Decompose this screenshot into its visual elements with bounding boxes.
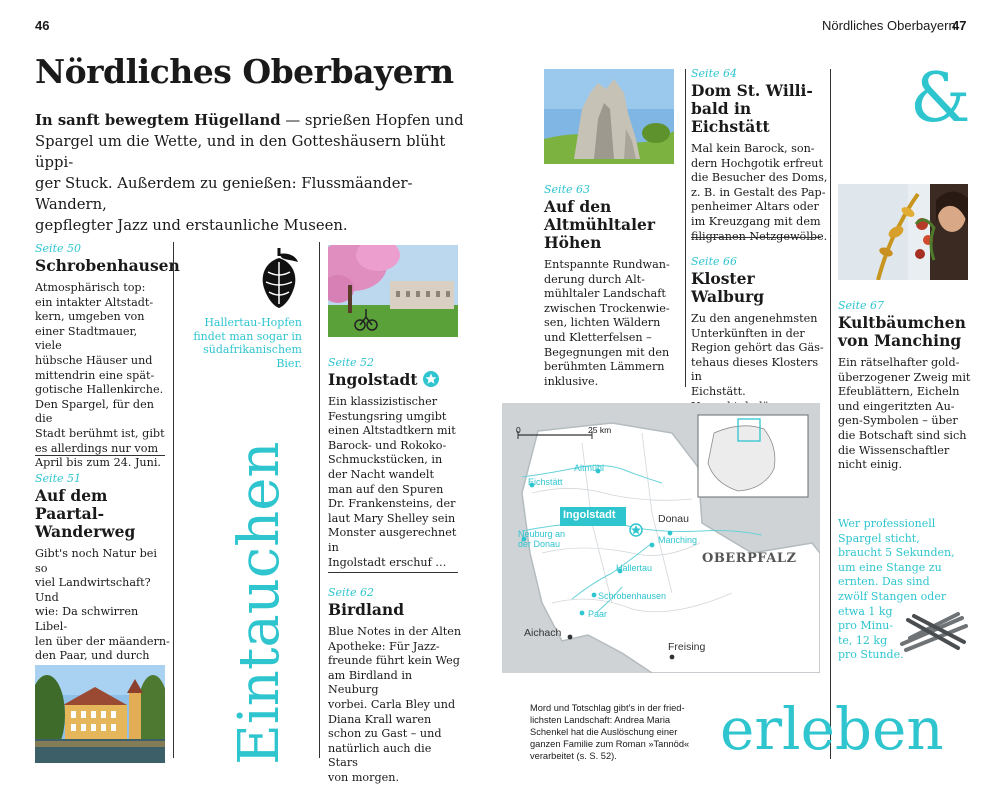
text-line: Schmuckstücken, in — [328, 453, 443, 467]
star-icon — [423, 371, 439, 387]
text-line: berühmten Lämmern — [544, 360, 665, 374]
vertical-word-eintauchen: Eintauchen — [227, 441, 292, 765]
text-line: vorbei. Carla Bley und — [328, 697, 456, 711]
section-body — [691, 142, 831, 244]
text-line: und eingeritzten Au- — [838, 399, 955, 413]
title-line: Höhen — [544, 233, 602, 252]
divider — [691, 237, 821, 238]
hops-note — [176, 316, 302, 370]
page-number-left: 46 — [35, 18, 50, 33]
column-divider — [319, 242, 320, 758]
section-schrobenhausen — [35, 242, 180, 471]
text-line: mühltaler Landschaft — [544, 287, 666, 301]
map-label-schrobenhausen: Schrobenhausen — [598, 591, 667, 601]
ingolstadt-photo — [328, 245, 458, 337]
map-label-aichach: Aichach — [524, 627, 562, 639]
title-line: Altmühltaler — [544, 215, 656, 234]
text-line: schon zu Gast – und — [328, 727, 442, 741]
text-line: Region gehört das Gäs- — [691, 341, 824, 355]
note-line: südafrikanischem Bier. — [203, 343, 302, 370]
divider — [328, 572, 458, 573]
section-title — [838, 314, 978, 350]
section-body — [544, 258, 679, 389]
caption-line: lichsten Landschaft: Andrea Maria — [530, 715, 671, 725]
text-line: den Paar, und durch — [35, 649, 150, 663]
note-line: etwa 1 kg — [838, 604, 893, 618]
text-line: derung durch Alt- — [544, 272, 645, 286]
text-line: Blue Notes in der Alten — [328, 625, 462, 638]
title-line: Kultbäumchen — [838, 313, 966, 332]
text-line: einen Altstadtkern mit — [328, 424, 456, 438]
text-line: tehaus dieses Klosters in — [691, 355, 819, 384]
text-line: am Birdland in Neuburg — [328, 668, 413, 697]
map-label-oberpfalz: OBERPFALZ — [702, 551, 797, 566]
running-head: Nördliches Oberbayern — [822, 18, 956, 33]
text-line: von morgen. — [328, 770, 400, 784]
text-line: filigranen Netzgewölbe. — [691, 229, 828, 243]
section-title: Schrobenhausen — [35, 256, 180, 275]
page-ref: Seite 63 — [544, 183, 590, 196]
page-title: Nördliches Oberbayern — [35, 52, 454, 91]
intro-text — [35, 110, 475, 236]
column-divider — [685, 69, 686, 387]
rock-photo — [544, 69, 674, 164]
note-line: um eine Stange zu — [838, 560, 942, 574]
map-label-neuburg — [518, 529, 565, 549]
map-label-eichstaett: Eichstätt — [528, 477, 563, 487]
text-line: natürlich auch die Stars — [328, 741, 432, 770]
map-label-altmuehl: Altmühl — [574, 463, 605, 473]
ampersand-glyph: & — [910, 59, 971, 138]
intro-line-3: ger Stuck. Außerdem zu genießen: Flussmäander-Wandern, — [35, 175, 413, 213]
text-line: es allerdings nur vom — [35, 441, 159, 455]
section-ingolstadt — [328, 356, 463, 570]
text-line: überzogener Zweig mit — [838, 370, 971, 384]
text-line: Dr. Frankensteins, der — [328, 497, 456, 511]
text-line: man auf den Spuren — [328, 482, 444, 496]
section-title: Kloster Walburg — [691, 269, 765, 306]
page-ref: Seite 51 — [35, 472, 81, 485]
text-line: Festungsring umgibt — [328, 409, 447, 423]
section-title — [328, 371, 463, 389]
note-line: Wer professionell — [838, 517, 936, 530]
title-line: Auf den — [544, 197, 612, 216]
text-line: Eichstätt. — [691, 384, 746, 398]
page-ref: Seite 67 — [838, 299, 884, 312]
text-line: Apotheke: Für Jazz- — [328, 639, 440, 653]
text-line: Ein klassizistischer — [328, 395, 438, 408]
map-label-freising: Freising — [668, 641, 706, 653]
text-line: die Botschaft sind sich — [838, 428, 967, 442]
section-manching — [838, 299, 978, 473]
text-line: viel Landwirtschaft? Und — [35, 576, 151, 604]
text-line: Den Spargel, für den die — [35, 397, 154, 426]
text-line: penheimer Altars oder — [691, 200, 819, 214]
section-body — [838, 356, 978, 473]
text-line: mittendrin eine spät- — [35, 368, 155, 382]
text-line: dern Hochgotik erfreut — [691, 156, 823, 170]
text-line: Atmosphärisch top: — [35, 281, 146, 294]
text-line: Efeublättern, Eicheln — [838, 385, 960, 399]
map-scale-km: 25 km — [588, 425, 612, 435]
note-line: pro Stunde. — [838, 648, 904, 662]
section-eichstaett — [691, 67, 831, 244]
map-label-paar: Paar — [588, 609, 608, 619]
page-ref: Seite 64 — [691, 67, 737, 80]
text-line: gen-Symbolen – über — [838, 414, 958, 428]
note-line: ernten. Das sind — [838, 575, 930, 589]
note-line: zwölf Stangen oder — [838, 589, 947, 603]
text-line: gotische Hallenkirche. — [35, 383, 164, 397]
text-line: ein intakter Altstadt- — [35, 295, 154, 309]
caption-line: Schenkel hat die Auslöschung einer — [530, 727, 678, 737]
note-line: te, 12 kg — [838, 633, 888, 647]
text-line: laut Mary Shelley sein — [328, 511, 456, 525]
intro-bold: In sanft bewegtem Hügelland — [35, 112, 281, 129]
intro-line-1: — sprießen Hopfen und — [280, 112, 464, 129]
intro-line-4: gepflegter Jazz und erstaunliche Museen. — [35, 217, 348, 234]
section-body — [328, 395, 463, 570]
title-line: Auf dem Paartal- — [35, 486, 108, 523]
map-label-ingolstadt: Ingolstadt — [563, 509, 616, 521]
map-label-line: Neuburg an — [518, 529, 566, 539]
hops-icon — [258, 248, 300, 312]
text-line: z. B. in Gestalt des Pap- — [691, 185, 826, 199]
text-line: nicht einig. — [838, 458, 903, 472]
section-body — [328, 625, 463, 786]
text-line: Zu den angenehmsten — [691, 312, 818, 325]
text-line: sen, lichten Wäldern — [544, 316, 661, 330]
castle-photo — [35, 665, 165, 763]
map-label-donau: Donau — [658, 513, 689, 525]
text-line: Barock- und Rokoko- — [328, 438, 447, 452]
text-line: Mal kein Barock, son- — [691, 142, 815, 155]
region-map — [502, 403, 820, 673]
text-line: die Wissenschaftler — [838, 443, 950, 457]
text-line: wie: Da schwirren Libel- — [35, 605, 139, 633]
text-line: zwischen Trockenwie- — [544, 301, 670, 315]
text-line: freunde führt kein Weg — [328, 654, 460, 668]
text-line: Entspannte Rundwan- — [544, 258, 670, 271]
page-ref: Seite 52 — [328, 356, 374, 369]
note-line: Spargel sticht, — [838, 531, 920, 545]
text-line: inklusive. — [544, 374, 599, 388]
text-line: Gibt's noch Natur bei so — [35, 547, 157, 575]
page-ref: Seite 66 — [691, 255, 737, 268]
intro-line-2: Spargel um die Wette, und in den Gotteshäusern blüht üppi- — [35, 133, 446, 171]
text-line: Begegnungen mit den — [544, 345, 670, 359]
text-line: einer Stadtmauer, viele — [35, 324, 138, 353]
note-line: pro Minu- — [838, 619, 894, 633]
text-line: die Besucher des Doms, — [691, 171, 828, 185]
map-caption — [530, 702, 716, 762]
text-line: April bis zum 24. Juni. — [35, 456, 161, 470]
title-text: Ingolstadt — [328, 370, 418, 389]
text-line: Stadt berühmt ist, gibt — [35, 426, 165, 440]
section-title — [544, 198, 679, 252]
note-line: Hallertau-Hopfen — [204, 316, 302, 329]
asparagus-icon — [898, 608, 970, 658]
map-label-line: der Donau — [518, 539, 561, 549]
text-line: und Kletterfelsen – — [544, 330, 652, 344]
section-title — [35, 487, 170, 541]
section-altmuehltal — [544, 183, 679, 389]
page-ref: Seite 62 — [328, 586, 374, 599]
title-line: Wanderweg — [35, 522, 136, 541]
title-line: von Manching — [838, 331, 962, 350]
text-line: Diana Krall waren — [328, 712, 432, 726]
note-line: findet man sogar in — [193, 329, 302, 343]
golden-branch-photo — [838, 184, 968, 280]
map-label-hallertau: Hallertau — [616, 563, 653, 573]
text-line: Ingolstadt erschuf … — [328, 555, 447, 569]
map-label-manching: Manching — [658, 535, 698, 545]
text-line: der Nacht wandelt — [328, 467, 434, 481]
section-body — [35, 281, 167, 471]
text-line: hübsche Häuser und — [35, 353, 153, 367]
section-birdland — [328, 586, 463, 786]
text-line: len über der mäandern- — [35, 634, 170, 648]
word-erleben: erleben — [720, 695, 944, 763]
map-scale-zero: 0 — [516, 425, 521, 435]
caption-line: ganzen Familie zum Roman »Tannöd« — [530, 739, 690, 749]
page-number-right: 47 — [952, 18, 967, 33]
note-line: braucht 5 Sekunden, — [838, 546, 955, 560]
title-line: bald in Eichstätt — [691, 99, 770, 136]
text-line: im Kreuzgang mit dem — [691, 214, 821, 228]
caption-line: verarbeitet (s. S. 52). — [530, 751, 617, 761]
section-title: Birdland — [328, 600, 405, 619]
text-line: Monster ausgerechnet in — [328, 526, 457, 554]
column-divider — [173, 242, 174, 758]
text-line: kern, umgeben von — [35, 310, 145, 324]
divider — [35, 455, 165, 456]
column-divider — [830, 69, 831, 759]
page-ref: Seite 50 — [35, 242, 81, 255]
caption-line: Mord und Totschlag gibt's in der fried- — [530, 703, 685, 713]
text-line: Unterkünften in der — [691, 326, 805, 340]
title-line: Dom St. Willi- — [691, 81, 813, 100]
section-title — [691, 82, 831, 136]
text-line: Ein rätselhafter gold- — [838, 356, 960, 369]
